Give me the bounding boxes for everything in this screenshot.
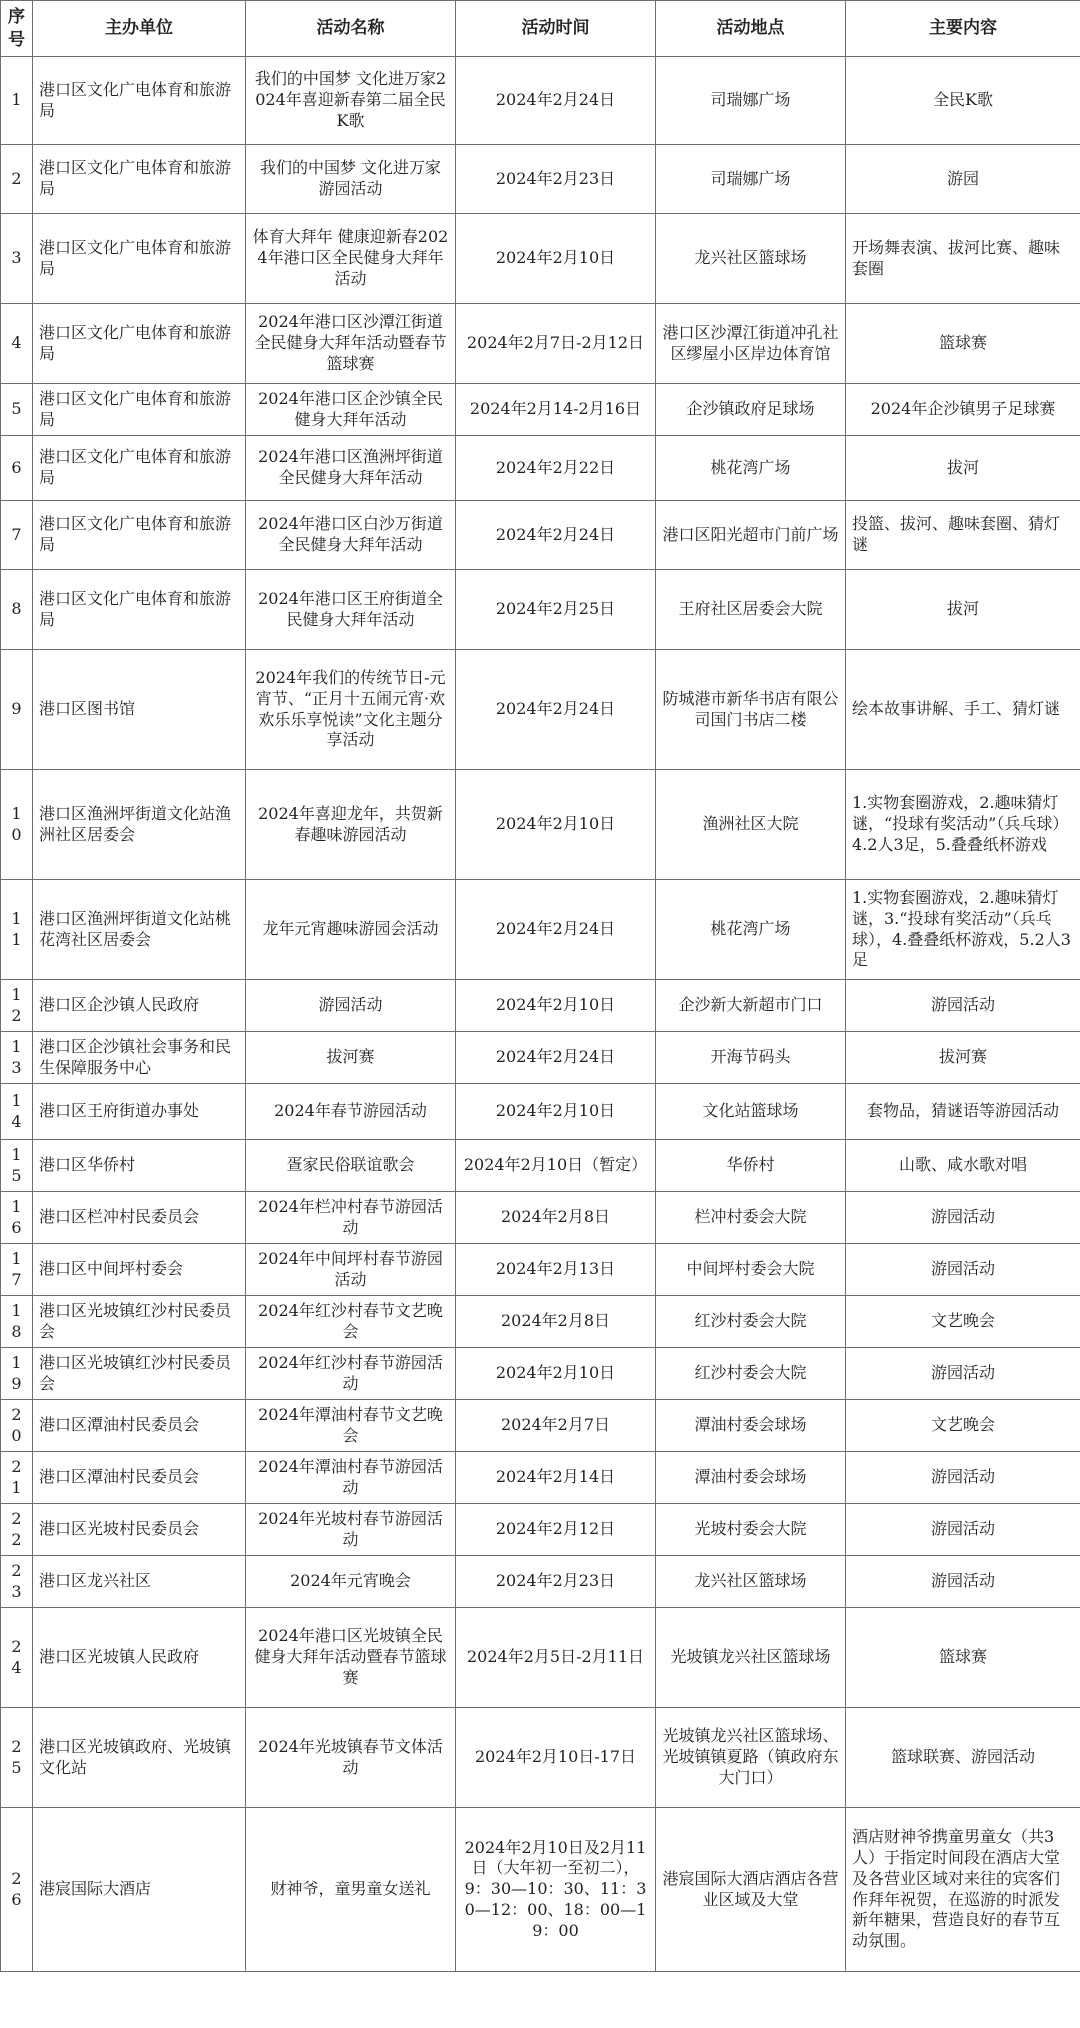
activity-time-cell: 2024年2月24日 <box>456 650 656 770</box>
activity-time-cell: 2024年2月7日 <box>456 1400 656 1452</box>
activity-content-cell: 游园活动 <box>846 1244 1080 1296</box>
row-number: 13 <box>1 1032 33 1084</box>
row-number: 23 <box>1 1556 33 1608</box>
activity-content-cell: 2024年企沙镇男子足球赛 <box>846 384 1080 436</box>
activity-place-cell: 潭油村委会球场 <box>656 1452 846 1504</box>
activity-name-cell: 2024年光坡村春节游园活动 <box>246 1504 456 1556</box>
activity-time-cell: 2024年2月14-2月16日 <box>456 384 656 436</box>
table-row <box>1 145 1080 214</box>
organizer-cell: 港口区光坡村民委员会 <box>33 1504 246 1556</box>
header-row <box>1 1 1080 57</box>
activity-time-cell: 2024年2月10日 <box>456 214 656 304</box>
activity-content-cell: 游园活动 <box>846 1192 1080 1244</box>
activity-place-cell: 中间坪村委会大院 <box>656 1244 846 1296</box>
activity-name-cell: 2024年港口区沙潭江街道全民健身大拜年活动暨春节篮球赛 <box>246 304 456 384</box>
activity-place-cell: 文化站篮球场 <box>656 1084 846 1140</box>
activity-name-cell: 2024年栏冲村春节游园活动 <box>246 1192 456 1244</box>
activity-content-cell: 拔河 <box>846 570 1080 650</box>
organizer-cell: 港口区图书馆 <box>33 650 246 770</box>
activity-content-cell: 套物品，猜谜语等游园活动 <box>846 1084 1080 1140</box>
organizer-cell: 港口区文化广电体育和旅游局 <box>33 145 246 214</box>
activity-content-cell: 游园活动 <box>846 1348 1080 1400</box>
activity-content-cell: 1.实物套圈游戏，2.趣味猜灯谜，“投球有奖活动”（兵乓球）4.2人3足，5.叠叠纸杯游戏 <box>846 770 1080 880</box>
activity-place-cell: 司瑞娜广场 <box>656 145 846 214</box>
table-row <box>1 501 1080 570</box>
activity-name-cell: 2024年红沙村春节文艺晚会 <box>246 1296 456 1348</box>
row-number: 19 <box>1 1348 33 1400</box>
header-content: 主要内容 <box>846 1 1080 57</box>
activity-place-cell: 光坡镇龙兴社区篮球场 <box>656 1608 846 1708</box>
activity-content-cell: 文艺晚会 <box>846 1296 1080 1348</box>
table-row <box>1 384 1080 436</box>
row-number: 8 <box>1 570 33 650</box>
organizer-cell: 港口区文化广电体育和旅游局 <box>33 57 246 145</box>
activity-name-cell: 2024年喜迎龙年，共贺新春趣味游园活动 <box>246 770 456 880</box>
activity-place-cell: 光坡镇龙兴社区篮球场、光坡镇镇夏路（镇政府东大门口） <box>656 1708 846 1808</box>
activity-name-cell: 游园活动 <box>246 980 456 1032</box>
activity-content-cell: 拔河 <box>846 436 1080 501</box>
header-time: 活动时间 <box>456 1 656 57</box>
row-number: 2 <box>1 145 33 214</box>
activity-name-cell: 2024年港口区企沙镇全民健身大拜年活动 <box>246 384 456 436</box>
row-number: 17 <box>1 1244 33 1296</box>
activity-place-cell: 桃花湾广场 <box>656 880 846 980</box>
table-row <box>1 1556 1080 1608</box>
row-number: 6 <box>1 436 33 501</box>
row-number: 5 <box>1 384 33 436</box>
header-organizer: 主办单位 <box>33 1 246 57</box>
activity-time-cell: 2024年2月10日（暂定） <box>456 1140 656 1192</box>
table-row <box>1 436 1080 501</box>
activity-time-cell: 2024年2月22日 <box>456 436 656 501</box>
organizer-cell: 港口区栏冲村民委员会 <box>33 1192 246 1244</box>
organizer-cell: 港口区文化广电体育和旅游局 <box>33 570 246 650</box>
activity-content-cell: 1.实物套圈游戏，2.趣味猜灯谜，3.“投球有奖活动”（兵乓球），4.叠叠纸杯游戏，5.2人3足 <box>846 880 1080 980</box>
activity-place-cell: 企沙镇政府足球场 <box>656 384 846 436</box>
table-row <box>1 650 1080 770</box>
activity-time-cell: 2024年2月13日 <box>456 1244 656 1296</box>
activity-name-cell: 2024年港口区白沙万街道全民健身大拜年活动 <box>246 501 456 570</box>
activity-name-cell: 2024年港口区渔洲坪街道全民健身大拜年活动 <box>246 436 456 501</box>
header-no: 序号 <box>1 1 33 57</box>
header-name: 活动名称 <box>246 1 456 57</box>
table-row <box>1 770 1080 880</box>
organizer-cell: 港口区潭油村民委员会 <box>33 1400 246 1452</box>
activity-time-cell: 2024年2月23日 <box>456 1556 656 1608</box>
activity-content-cell: 酒店财神爷携童男童女（共3人）于指定时间段在酒店大堂及各营业区域对来往的宾客们作拜年祝贺，在巡游的时派发新年糖果，营造良好的春节互动氛围。 <box>846 1808 1080 1972</box>
activity-name-cell: 2024年港口区王府街道全民健身大拜年活动 <box>246 570 456 650</box>
row-number: 12 <box>1 980 33 1032</box>
activity-name-cell: 2024年元宵晚会 <box>246 1556 456 1608</box>
activity-place-cell: 红沙村委会大院 <box>656 1296 846 1348</box>
table-row <box>1 1140 1080 1192</box>
table-row <box>1 1808 1080 1972</box>
organizer-cell: 港口区文化广电体育和旅游局 <box>33 384 246 436</box>
row-number: 24 <box>1 1608 33 1708</box>
activity-place-cell: 司瑞娜广场 <box>656 57 846 145</box>
activity-time-cell: 2024年2月7日-2月12日 <box>456 304 656 384</box>
activity-place-cell: 栏冲村委会大院 <box>656 1192 846 1244</box>
activity-content-cell: 山歌、咸水歌对唱 <box>846 1140 1080 1192</box>
activity-content-cell: 游园活动 <box>846 1556 1080 1608</box>
activity-name-cell: 我们的中国梦 文化进万家游园活动 <box>246 145 456 214</box>
activity-time-cell: 2024年2月24日 <box>456 880 656 980</box>
activity-content-cell: 游园 <box>846 145 1080 214</box>
activity-place-cell: 港口区沙潭江街道冲孔社区缪屋小区岸边体育馆 <box>656 304 846 384</box>
activity-place-cell: 龙兴社区篮球场 <box>656 214 846 304</box>
row-number: 18 <box>1 1296 33 1348</box>
row-number: 26 <box>1 1808 33 1972</box>
activity-content-cell: 全民K歌 <box>846 57 1080 145</box>
activity-content-cell: 篮球联赛、游园活动 <box>846 1708 1080 1808</box>
activity-time-cell: 2024年2月24日 <box>456 501 656 570</box>
activity-time-cell: 2024年2月10日 <box>456 1084 656 1140</box>
organizer-cell: 港口区王府街道办事处 <box>33 1084 246 1140</box>
organizer-cell: 港口区渔洲坪街道文化站渔洲社区居委会 <box>33 770 246 880</box>
row-number: 20 <box>1 1400 33 1452</box>
table-row <box>1 1400 1080 1452</box>
activity-time-cell: 2024年2月25日 <box>456 570 656 650</box>
row-number: 16 <box>1 1192 33 1244</box>
activity-place-cell: 港口区阳光超市门前广场 <box>656 501 846 570</box>
activity-time-cell: 2024年2月10日 <box>456 980 656 1032</box>
row-number: 25 <box>1 1708 33 1808</box>
activity-place-cell: 桃花湾广场 <box>656 436 846 501</box>
activity-time-cell: 2024年2月10日 <box>456 770 656 880</box>
row-number: 3 <box>1 214 33 304</box>
organizer-cell: 港口区光坡镇人民政府 <box>33 1608 246 1708</box>
table-row <box>1 304 1080 384</box>
activity-content-cell: 篮球赛 <box>846 304 1080 384</box>
table-row <box>1 1608 1080 1708</box>
activity-name-cell: 2024年潭油村春节文艺晚会 <box>246 1400 456 1452</box>
activity-name-cell: 2024年港口区光坡镇全民健身大拜年活动暨春节篮球赛 <box>246 1608 456 1708</box>
activity-name-cell: 2024年中间坪村春节游园活动 <box>246 1244 456 1296</box>
activity-name-cell: 2024年光坡镇春节文体活动 <box>246 1708 456 1808</box>
activity-place-cell: 王府社区居委会大院 <box>656 570 846 650</box>
table-row <box>1 1348 1080 1400</box>
activity-time-cell: 2024年2月5日-2月11日 <box>456 1608 656 1708</box>
activity-place-cell: 华侨村 <box>656 1140 846 1192</box>
activity-content-cell: 投篮、拔河、趣味套圈、猜灯谜 <box>846 501 1080 570</box>
activity-content-cell: 拔河赛 <box>846 1032 1080 1084</box>
activity-place-cell: 潭油村委会球场 <box>656 1400 846 1452</box>
row-number: 9 <box>1 650 33 770</box>
organizer-cell: 港口区潭油村民委员会 <box>33 1452 246 1504</box>
activity-name-cell: 疍家民俗联谊歌会 <box>246 1140 456 1192</box>
row-number: 11 <box>1 880 33 980</box>
table-row <box>1 1296 1080 1348</box>
table-row <box>1 1032 1080 1084</box>
activity-name-cell: 2024年潭油村春节游园活动 <box>246 1452 456 1504</box>
activity-name-cell: 我们的中国梦 文化进万家2024年喜迎新春第二届全民K歌 <box>246 57 456 145</box>
table-row <box>1 1192 1080 1244</box>
table-row <box>1 1084 1080 1140</box>
activity-time-cell: 2024年2月24日 <box>456 1032 656 1084</box>
organizer-cell: 港口区龙兴社区 <box>33 1556 246 1608</box>
organizer-cell: 港口区文化广电体育和旅游局 <box>33 304 246 384</box>
activity-time-cell: 2024年2月8日 <box>456 1192 656 1244</box>
organizer-cell: 港口区文化广电体育和旅游局 <box>33 501 246 570</box>
table-row <box>1 1244 1080 1296</box>
row-number: 7 <box>1 501 33 570</box>
table-row <box>1 57 1080 145</box>
row-number: 21 <box>1 1452 33 1504</box>
organizer-cell: 港口区光坡镇政府、光坡镇文化站 <box>33 1708 246 1808</box>
row-number: 4 <box>1 304 33 384</box>
activity-content-cell: 开场舞表演、拔河比赛、趣味套圈 <box>846 214 1080 304</box>
table-row <box>1 1504 1080 1556</box>
organizer-cell: 港口区华侨村 <box>33 1140 246 1192</box>
organizer-cell: 港口区文化广电体育和旅游局 <box>33 436 246 501</box>
activity-place-cell: 企沙新大新超市门口 <box>656 980 846 1032</box>
table-row <box>1 570 1080 650</box>
row-number: 14 <box>1 1084 33 1140</box>
table-row <box>1 1452 1080 1504</box>
activity-place-cell: 渔洲社区大院 <box>656 770 846 880</box>
activity-content-cell: 游园活动 <box>846 1452 1080 1504</box>
activity-place-cell: 开海节码头 <box>656 1032 846 1084</box>
activity-name-cell: 2024年春节游园活动 <box>246 1084 456 1140</box>
organizer-cell: 港口区渔洲坪街道文化站桃花湾社区居委会 <box>33 880 246 980</box>
table-row <box>1 214 1080 304</box>
organizer-cell: 港口区光坡镇红沙村民委员会 <box>33 1348 246 1400</box>
table-row <box>1 980 1080 1032</box>
activity-name-cell: 龙年元宵趣味游园会活动 <box>246 880 456 980</box>
activity-content-cell: 绘本故事讲解、手工、猜灯谜 <box>846 650 1080 770</box>
activity-time-cell: 2024年2月10日-17日 <box>456 1708 656 1808</box>
activity-time-cell: 2024年2月12日 <box>456 1504 656 1556</box>
activity-time-cell: 2024年2月14日 <box>456 1452 656 1504</box>
row-number: 10 <box>1 770 33 880</box>
activity-name-cell: 体育大拜年 健康迎新春2024年港口区全民健身大拜年活动 <box>246 214 456 304</box>
activity-place-cell: 龙兴社区篮球场 <box>656 1556 846 1608</box>
activity-place-cell: 防城港市新华书店有限公司国门书店二楼 <box>656 650 846 770</box>
header-place: 活动地点 <box>656 1 846 57</box>
organizer-cell: 港口区光坡镇红沙村民委员会 <box>33 1296 246 1348</box>
activity-name-cell: 拔河赛 <box>246 1032 456 1084</box>
organizer-cell: 港口区中间坪村委会 <box>33 1244 246 1296</box>
activity-place-cell: 红沙村委会大院 <box>656 1348 846 1400</box>
activity-time-cell: 2024年2月24日 <box>456 57 656 145</box>
activity-time-cell: 2024年2月10日及2月11日（大年初一至初二），9：30—10：30、11：30—12：00、18：00—19：00 <box>456 1808 656 1972</box>
activity-place-cell: 光坡村委会大院 <box>656 1504 846 1556</box>
organizer-cell: 港口区企沙镇人民政府 <box>33 980 246 1032</box>
activity-time-cell: 2024年2月23日 <box>456 145 656 214</box>
row-number: 22 <box>1 1504 33 1556</box>
organizer-cell: 港口区文化广电体育和旅游局 <box>33 214 246 304</box>
activity-time-cell: 2024年2月8日 <box>456 1296 656 1348</box>
organizer-cell: 港口区企沙镇社会事务和民生保障服务中心 <box>33 1032 246 1084</box>
activity-name-cell: 2024年我们的传统节日-元宵节、“正月十五闹元宵·欢欢乐乐享悦读”文化主题分享活动 <box>246 650 456 770</box>
row-number: 1 <box>1 57 33 145</box>
activity-content-cell: 游园活动 <box>846 1504 1080 1556</box>
activity-content-cell: 篮球赛 <box>846 1608 1080 1708</box>
activity-content-cell: 文艺晚会 <box>846 1400 1080 1452</box>
organizer-cell: 港宸国际大酒店 <box>33 1808 246 1972</box>
activity-name-cell: 2024年红沙村春节游园活动 <box>246 1348 456 1400</box>
activity-content-cell: 游园活动 <box>846 980 1080 1032</box>
activity-place-cell: 港宸国际大酒店酒店各营业区域及大堂 <box>656 1808 846 1972</box>
table-row <box>1 1708 1080 1808</box>
row-number: 15 <box>1 1140 33 1192</box>
table-row <box>1 880 1080 980</box>
activity-time-cell: 2024年2月10日 <box>456 1348 656 1400</box>
activity-name-cell: 财神爷，童男童女送礼 <box>246 1808 456 1972</box>
